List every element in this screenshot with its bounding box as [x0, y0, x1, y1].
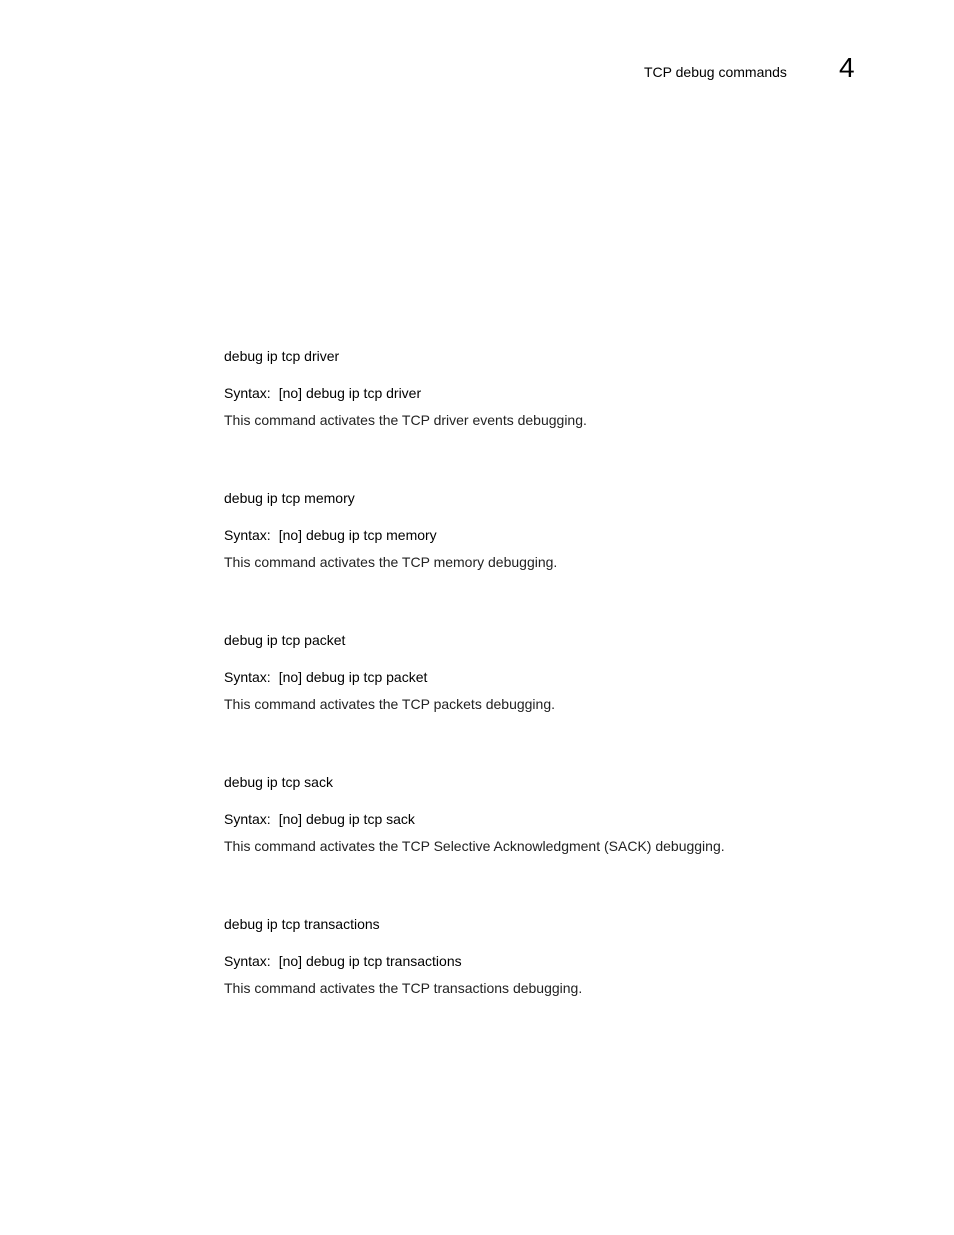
syntax-bracket-close: ] — [298, 669, 303, 685]
syntax-line — [224, 668, 864, 695]
syntax-command: debug ip tcp packet — [305, 669, 428, 685]
command-heading: debug ip tcp sack — [224, 774, 333, 790]
syntax-label: Syntax: — [224, 953, 271, 969]
command-section-driver — [224, 347, 864, 489]
syntax-command: debug ip tcp driver — [305, 385, 422, 401]
syntax-no-keyword: no — [282, 953, 299, 969]
syntax-line — [224, 810, 864, 837]
command-section-packet — [224, 631, 864, 773]
syntax-no-keyword: no — [282, 385, 299, 401]
syntax-label: Syntax: — [224, 385, 271, 401]
command-list — [224, 347, 864, 1057]
syntax-line — [224, 384, 864, 411]
syntax-bracket-open: [ — [278, 527, 283, 543]
syntax-bracket-close: ] — [298, 527, 303, 543]
chapter-number: 4 — [839, 52, 855, 83]
syntax-label: Syntax: — [224, 527, 271, 543]
syntax-command: debug ip tcp sack — [305, 811, 415, 827]
syntax-bracket-close: ] — [298, 953, 303, 969]
syntax-bracket-open: [ — [278, 669, 283, 685]
syntax-bracket-close: ] — [298, 811, 303, 827]
running-header-title: TCP debug commands — [644, 64, 787, 80]
syntax-line — [224, 526, 864, 553]
command-description: This command activates the TCP memory debugging. — [224, 554, 558, 570]
syntax-bracket-open: [ — [278, 811, 283, 827]
command-section-memory — [224, 489, 864, 631]
command-section-transactions — [224, 915, 864, 1057]
command-heading: debug ip tcp packet — [224, 632, 346, 648]
syntax-bracket-open: [ — [278, 953, 283, 969]
command-heading: debug ip tcp memory — [224, 490, 355, 506]
syntax-no-keyword: no — [282, 527, 299, 543]
syntax-no-keyword: no — [282, 811, 299, 827]
command-description: This command activates the TCP transactions debugging. — [224, 980, 583, 996]
command-section-sack — [224, 773, 864, 915]
syntax-label: Syntax: — [224, 669, 271, 685]
command-description: This command activates the TCP packets debugging. — [224, 696, 555, 712]
syntax-bracket-open: [ — [278, 385, 283, 401]
command-heading: debug ip tcp driver — [224, 348, 340, 364]
syntax-label: Syntax: — [224, 811, 271, 827]
syntax-no-keyword: no — [282, 669, 299, 685]
command-description: This command activates the TCP driver events debugging. — [224, 412, 587, 428]
command-heading: debug ip tcp transactions — [224, 916, 380, 932]
syntax-command: debug ip tcp memory — [305, 527, 437, 543]
syntax-command: debug ip tcp transactions — [305, 953, 462, 969]
syntax-bracket-close: ] — [298, 385, 303, 401]
command-description: This command activates the TCP Selective Acknowledgment (SACK) debugging. — [224, 838, 725, 854]
syntax-line — [224, 952, 864, 979]
